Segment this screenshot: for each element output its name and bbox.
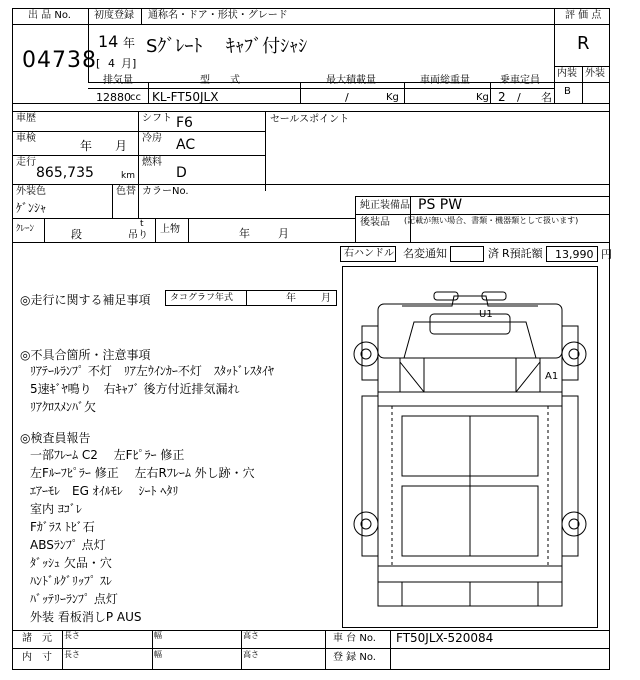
car-name: Sｸﾞﾚｰﾄ ｷｬﾌﾞ付ｼｬｼ [146, 36, 308, 57]
specs-label: 諸 元 [22, 633, 52, 644]
inspector-line: ﾊﾝﾄﾞﾙｸﾞﾘｯﾌﾟ ｽﾚ [30, 574, 112, 588]
mileage-label: 走行 [16, 157, 36, 168]
divider [12, 218, 355, 219]
deck-year-unit: 年 [239, 227, 250, 240]
divider [188, 218, 189, 242]
damage-mark-u1: U1 [479, 309, 493, 320]
displacement: 12880 [96, 91, 131, 104]
divider [155, 218, 156, 242]
reg-month-open: [ [96, 57, 101, 70]
max-load-label: 最大積載量 [326, 75, 376, 86]
tachograph-label: タコグラフ年式 [170, 293, 234, 303]
inspection-year-unit: 年 [80, 139, 93, 153]
inspector-line: 外装 看板消しP AUS [30, 610, 142, 624]
exterior-score-label: 外装 [585, 68, 605, 79]
reg-year: 14 [98, 32, 119, 51]
divider [582, 66, 583, 103]
model-code: KL-FT50JLX [152, 90, 219, 104]
inspector-line: Fｶﾞﾗｽ ﾄﾋﾞ石 [30, 520, 95, 534]
divider [265, 111, 266, 191]
name-change-box [450, 246, 484, 262]
name-change-label: 名変通知 [403, 247, 447, 260]
defects-title: ◎不具合箇所・注意事項 [20, 348, 151, 362]
color-no-label: カラーNo. [142, 186, 189, 197]
divider [12, 184, 610, 185]
shift-label: シフト [142, 113, 172, 124]
deck-label: 上物 [160, 224, 180, 235]
rhd-label: 右ハンドル [344, 248, 394, 259]
chassis-number: FT50JLX-520084 [396, 631, 494, 645]
recycle-amount: 13,990 [555, 248, 594, 261]
divider [355, 196, 610, 197]
fuel-label: 燃料 [142, 157, 162, 168]
yen-unit: 円 [601, 248, 612, 261]
divider [390, 630, 391, 670]
score-label: 評 価 点 [565, 10, 602, 21]
divider [12, 630, 610, 631]
recycle-label: R預託額 [502, 247, 543, 260]
first-reg-label: 初度登録 [94, 10, 134, 21]
divider [300, 82, 301, 103]
car-name-label: 通称名・ドア・形状・グレード [148, 10, 288, 21]
inspector-line: ﾊﾞｯﾃﾘｰﾗﾝﾌﾟ 点灯 [30, 592, 118, 606]
tacho-year-unit: 年 [286, 293, 296, 304]
inspector-title: ◎検査員報告 [20, 431, 91, 445]
sales-point-label: セールスポイント [270, 114, 350, 125]
max-load-slash: / [345, 91, 349, 104]
divider [88, 82, 554, 83]
crane-hanging-unit: 吊り [128, 230, 148, 241]
divider [554, 24, 610, 25]
divider [241, 630, 242, 670]
divider [12, 24, 554, 25]
inspector-line: ﾀﾞｯｼｭ 欠品・穴 [30, 556, 112, 570]
length-label: 長さ [64, 631, 80, 640]
aftermarket-note: (記載が無い場合、書類・機器類として扱います) [404, 216, 579, 225]
score-value: R [577, 33, 590, 54]
reg-year-unit: 年 [123, 36, 136, 50]
gross-weight-unit: Kg [476, 92, 489, 103]
defect-line: 5速ｷﾞﾔ鳴り 右ｷｬﾌﾞ 後方付近排気漏れ [30, 382, 240, 396]
exterior-color-label: 外装色 [16, 186, 46, 197]
reg-month: 4 [108, 57, 115, 70]
exterior-color: ｹﾞﾝｼｬ [16, 201, 47, 215]
capacity: 2 [498, 90, 506, 104]
divider [325, 630, 326, 670]
divider [355, 214, 610, 215]
divider [152, 630, 153, 670]
inner-dim-label: 内 寸 [22, 652, 52, 663]
max-load-unit: Kg [386, 92, 399, 103]
driving-notes-title: ◎走行に関する補足事項 [20, 293, 151, 307]
inspector-line: ｴｱｰﾓﾚ EG ｵｲﾙﾓﾚ ｼｰﾄ ﾍﾀﾘ [30, 484, 179, 498]
equipment: PS PW [418, 197, 463, 213]
divider [554, 8, 555, 103]
shift-value: F6 [176, 115, 193, 131]
length-label: 長さ [64, 650, 80, 659]
reg-month-unit: 月] [121, 57, 137, 70]
tacho-month-unit: 月 [321, 293, 331, 304]
displacement-label: 排気量 [103, 75, 133, 86]
inspector-line: 室内 ﾖｺﾞﾚ [30, 502, 82, 516]
interior-score: B [564, 86, 571, 97]
crane-ton-unit: t [140, 219, 144, 229]
inspector-line: 左Fﾙｰﾌﾋﾟﾗｰ 修正 左右Rﾌﾚｰﾑ 外し跡・穴 [30, 466, 255, 480]
defect-line: ﾘｱｸﾛｽﾒﾝﾊﾞ欠 [30, 400, 97, 414]
equipment-label: 純正装備品 [360, 200, 410, 211]
truck-diagram [342, 266, 598, 628]
lot-label: 出 品 No. [28, 10, 71, 21]
divider [148, 82, 149, 103]
damage-mark-a1: A1 [545, 371, 559, 382]
history-label: 車歴 [16, 113, 36, 124]
fuel-value: D [176, 165, 187, 181]
capacity-unit: 名 [541, 91, 552, 104]
crane-stage-unit: 段 [71, 228, 82, 241]
recycle-paid: 済 [488, 247, 499, 260]
height-label: 高さ [243, 631, 259, 640]
divider [12, 111, 610, 112]
divider [112, 184, 113, 218]
defect-line: ﾘｱﾃｰﾙﾗﾝﾌﾟ 不灯 ﾘｱ左ｳｲﾝｶｰ不灯 ｽﾀｯﾄﾞﾚｽﾀｲﾔ [30, 364, 274, 378]
width-label: 幅 [154, 650, 162, 659]
divider [12, 131, 265, 132]
divider [141, 8, 142, 24]
divider [138, 111, 139, 191]
capacity-slash: / [517, 91, 521, 104]
divider [138, 184, 139, 218]
divider [12, 242, 610, 243]
capacity-label: 乗車定員 [500, 75, 540, 86]
color-change-label: 色替 [116, 186, 136, 197]
divider [88, 88, 554, 89]
divider [62, 630, 63, 670]
width-label: 幅 [154, 631, 162, 640]
divider [355, 196, 356, 242]
interior-score-label: 内装 [557, 68, 577, 79]
divider [12, 648, 610, 649]
crane-label: ｸﾚｰﾝ [16, 224, 35, 234]
mileage-value: 865,735 [36, 165, 94, 181]
divider [246, 290, 247, 306]
aircon-value: AC [176, 137, 196, 153]
deck-month-unit: 月 [278, 227, 289, 240]
aircon-label: 冷房 [142, 133, 162, 144]
divider [404, 82, 405, 103]
registration-label: 登 録 No. [333, 652, 376, 663]
divider [12, 155, 265, 156]
chassis-label: 車 台 No. [333, 633, 376, 644]
divider [44, 218, 45, 242]
lot-number: 04738 [22, 48, 97, 73]
km-unit: km [121, 171, 135, 181]
inspection-label: 車検 [16, 133, 36, 144]
divider [554, 82, 610, 83]
divider [490, 82, 491, 103]
aftermarket-label: 後装品 [360, 217, 390, 228]
inspector-line: 一部ﾌﾚｰﾑ C2 左Fﾋﾟﾗｰ 修正 [30, 448, 185, 462]
inspector-line: ABSﾗﾝﾌﾟ 点灯 [30, 538, 106, 552]
model-label: 型 式 [200, 75, 240, 86]
gross-weight-label: 車両総重量 [420, 75, 470, 86]
cc-unit: cc [130, 92, 141, 103]
inspection-month-unit: 月 [115, 139, 128, 153]
height-label: 高さ [243, 650, 259, 659]
